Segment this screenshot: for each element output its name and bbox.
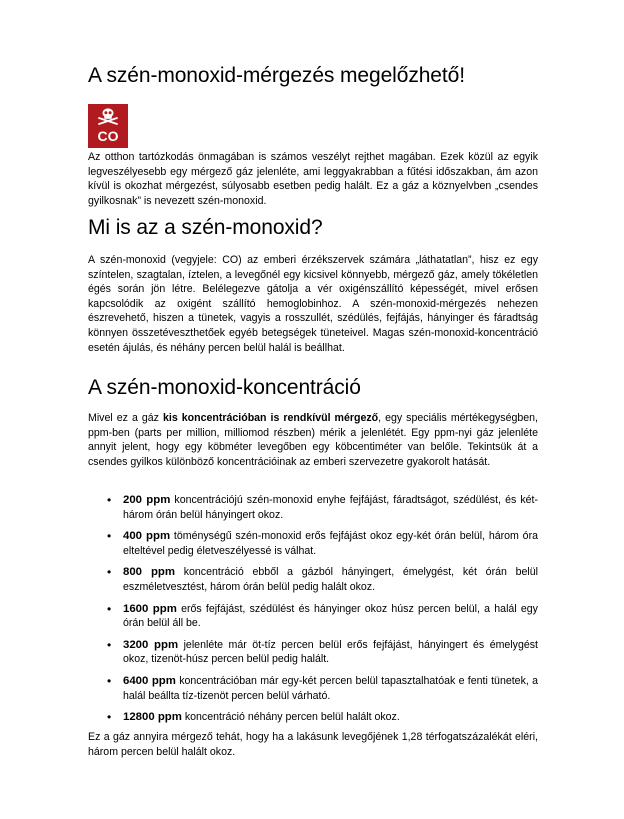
section-heading-what-is: Mi is az a szén-monoxid? — [88, 216, 323, 239]
list-item-text: koncentráció ebből a gázból hányingert, émelygést, két órán belül eszméletvesztést, három órán belül pedig halált okoz. — [123, 566, 538, 593]
section-heading-concentration: A szén-monoxid-koncentráció — [88, 376, 361, 399]
list-item — [88, 493, 538, 522]
intro-paragraph: Az otthon tartózkodás önmagában is számos veszélyt rejthet magában. Ezek közül az egyik legveszélyesebb egy mérgező gáz jelenléte, ami leggyakrabban a fűtési időszakban, ám azon kívül is okozhat mérgezést, súlyosabb esetben pedig halált. Ez a gáz a köznyelvben „csendes gyilkosnak” is nevezett szén-monoxid. — [88, 151, 538, 207]
skull-co-icon — [88, 104, 128, 148]
definition-paragraph: A szén-monoxid (vegyjele: CO) az emberi érzékszervek számára „láthatatlan”, hisz ez egy színtelen, szagtalan, íztelen, a levegőnél egy kicsivel könnyebb, mérgező gáz, amely tökéletlen égés során jön létre. Belélegezve gátolja a vér oxigénszállító képességét, mivel erősen kapcsolódik az oxigént szállító hemoglobinhoz. A szén-monoxid-mérgezés nehezen észrevehető, hiszen a tünetek, vagyis a rosszullét, szédülés, fejfájás, hányinger és fáradtság könnyen összetéveszthetőek egyéb betegségek tüneteivel. Magas szén-monoxid-koncentráció esetén ájulás, és néhány percen belül halál is beállhat. — [88, 254, 538, 354]
list-item — [88, 565, 538, 594]
bullet-icon: • — [107, 565, 112, 580]
bullet-icon: • — [107, 673, 112, 688]
ppm-value: 12800 ppm — [123, 711, 182, 724]
list-item-text: jelenléte már öt-tíz percen belül erős fejfájást, hányingert és émelygést okoz, tizenöt-húsz percen belül pedig halált. — [123, 638, 538, 666]
emphasis-text: kis koncentrációban is rendkívül mérgező — [163, 412, 379, 424]
bullet-icon: • — [107, 493, 112, 507]
list-item — [88, 529, 538, 558]
bullet-icon: • — [107, 710, 112, 725]
list-item — [88, 710, 538, 725]
paragraph-text: , egy speciális mértékegységben, ppm-ben (parts per million, milliomod részben) mérik a jelenlétét. Egy ppm-nyi gáz jelenléte annyit jelent, hogy egy köbméter levegőben egy köbcentiméter van belőle. Tekintsük át a csendes gyilkos különböző koncentrációinak az emberi szervezetre gyakorolt hatását. — [88, 412, 538, 468]
list-item — [88, 602, 538, 631]
list-item-text: koncentrációban már egy-két percen belül tapasztalhatóak e fenti tünetek, a halál beállta tíz-tizenöt percen belül várható. — [123, 674, 538, 702]
paragraph-text: Mivel ez a gáz — [88, 412, 163, 424]
ppm-value: 200 ppm — [123, 494, 171, 506]
list-item — [88, 638, 538, 667]
list-item — [88, 674, 538, 703]
conclusion-paragraph: Ez a gáz annyira mérgező tehát, hogy ha a lakásunk levegőjének 1,28 térfogatszázalékát eléri, három percen belül halált okoz. — [88, 731, 538, 758]
ppm-value: 3200 ppm — [123, 638, 179, 651]
list-item-text: töménységű szén-monoxid erős fejfájást okoz egy-két órán belül, három óra elteltével pedig életveszélyessé is válhat. — [123, 530, 538, 557]
list-item-text: koncentrációjú szén-monoxid enyhe fejfájást, fáradtságot, szédülést, és két-három órán belül hányingert okoz. — [123, 494, 538, 521]
bullet-icon: • — [107, 529, 112, 544]
ppm-value: 6400 ppm — [123, 674, 176, 687]
bullet-icon: • — [107, 601, 112, 616]
icon-label: CO — [97, 128, 119, 144]
list-item-text: koncentráció néhány percen belül halált okoz. — [181, 711, 400, 724]
concentration-list — [88, 493, 538, 732]
concentration-paragraph — [88, 411, 538, 469]
list-item-text: erős fejfájást, szédülést és hányinger okoz húsz percen belül, a halál egy órán belül áll be. — [123, 602, 538, 630]
bullet-icon: • — [107, 637, 112, 652]
ppm-value: 400 ppm — [123, 530, 171, 543]
ppm-value: 1600 ppm — [123, 602, 177, 615]
ppm-value: 800 ppm — [123, 566, 175, 579]
page-title: A szén-monoxid-mérgezés megelőzhető! — [88, 64, 465, 87]
